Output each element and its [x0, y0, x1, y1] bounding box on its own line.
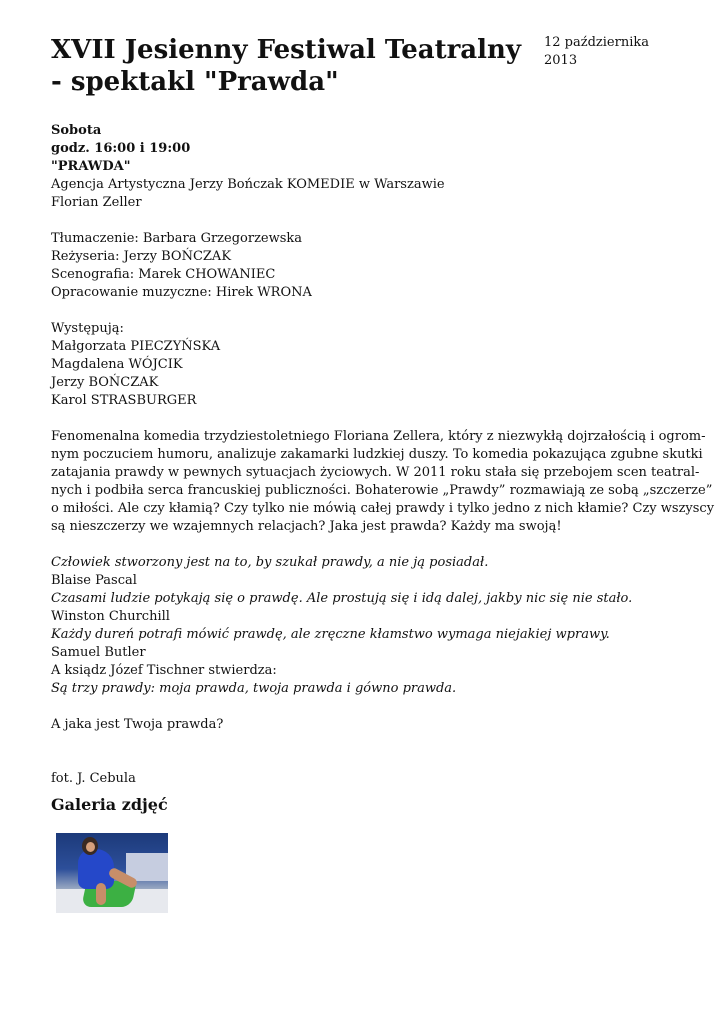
publication-date: [544, 34, 684, 70]
blue-dress: [78, 849, 114, 889]
closing-question: A jaka jest Twoja prawda?: [51, 717, 224, 732]
credit-scenography: Scenografia: Marek CHOWANIEC: [51, 267, 276, 282]
cast-heading: Występują:: [51, 321, 124, 336]
play-title: "PRAWDA": [51, 159, 131, 174]
actress-face: [86, 842, 95, 852]
date-year: 2013: [544, 53, 578, 68]
tischner-quote: Są trzy prawdy: moja prawda, twoja prawda i gówno prawda.: [51, 681, 457, 696]
quote-author: Samuel Butler: [51, 645, 146, 660]
playwright: Florian Zeller: [51, 195, 142, 210]
cast-member: Magdalena WÓJCIK: [51, 357, 183, 372]
cast-member: Jerzy BOŃCZAK: [51, 375, 159, 390]
cast-member: Karol STRASBURGER: [51, 393, 197, 408]
quote-text: Każdy dureń potrafi mówić prawdę, ale zręczne kłamstwo wymaga niejakiej wprawy.: [51, 627, 610, 642]
quote-text: Czasami ludzie potykają się o prawdę. Ale prostują się i idą dalej, jakby nic się nie stało.: [51, 591, 633, 606]
quote-author: Winston Churchill: [51, 609, 170, 624]
date-day-month: 12 października: [544, 35, 649, 50]
event-time: godz. 16:00 i 19:00: [51, 141, 191, 156]
gallery-heading: Galeria zdjęć: [51, 795, 168, 814]
description-line: są nieszczerzy we wzajemnych relacjach? Jaka jest prawda? Każdy ma swoją!: [51, 519, 562, 534]
description-paragraph: [51, 428, 715, 536]
description-line: Fenomenalna komedia trzydziestoletniego Floriana Zellera, który z niezwykłą dojrzałością i ogrom-: [51, 429, 706, 444]
credit-translation: Tłumaczenie: Barbara Grzegorzewska: [51, 231, 303, 246]
description-line: nym poczuciem humoru, analizuje zakamarki ludzkiej duszy. To komedia pokazująca zgubne skutki: [51, 447, 703, 462]
tischner-intro: A ksiądz Józef Tischner stwierdza:: [51, 663, 277, 678]
actress-leg: [96, 883, 106, 905]
quote-text: Człowiek stworzony jest na to, by szukał prawdy, a nie ją posiadał.: [51, 555, 489, 570]
credit-director: Reżyseria: Jerzy BOŃCZAK: [51, 249, 232, 264]
description-line: zatajania prawdy w pewnych sytuacjach życiowych. W 2011 roku stała się przebojem scen teatral-: [51, 465, 700, 480]
cast-member: Małgorzata PIECZYŃSKA: [51, 339, 221, 354]
description-line: nych i podbiła serca francuskiej publiczności. Bohaterowie „Prawdy” rozmawiają ze sobą „szczerze”: [51, 483, 713, 498]
event-day: Sobota: [51, 123, 102, 138]
credit-music: Opracowanie muzyczne: Hirek WRONA: [51, 285, 312, 300]
photo-credit: fot. J. Cebula: [51, 771, 136, 786]
agency: Agencja Artystyczna Jerzy Bończak KOMEDIE w Warszawie: [51, 177, 445, 192]
description-line: o miłości. Ale czy kłamią? Czy tylko nie mówią całej prawdy i tylko jedno z nich kłamie? Czy wszyscy: [51, 501, 715, 516]
article-body: [51, 122, 715, 788]
page-title: XVII Jesienny Festiwal Teatralny - spektakl "Prawda": [51, 35, 522, 97]
quote-author: Blaise Pascal: [51, 573, 137, 588]
gallery-thumbnail[interactable]: [56, 833, 168, 913]
